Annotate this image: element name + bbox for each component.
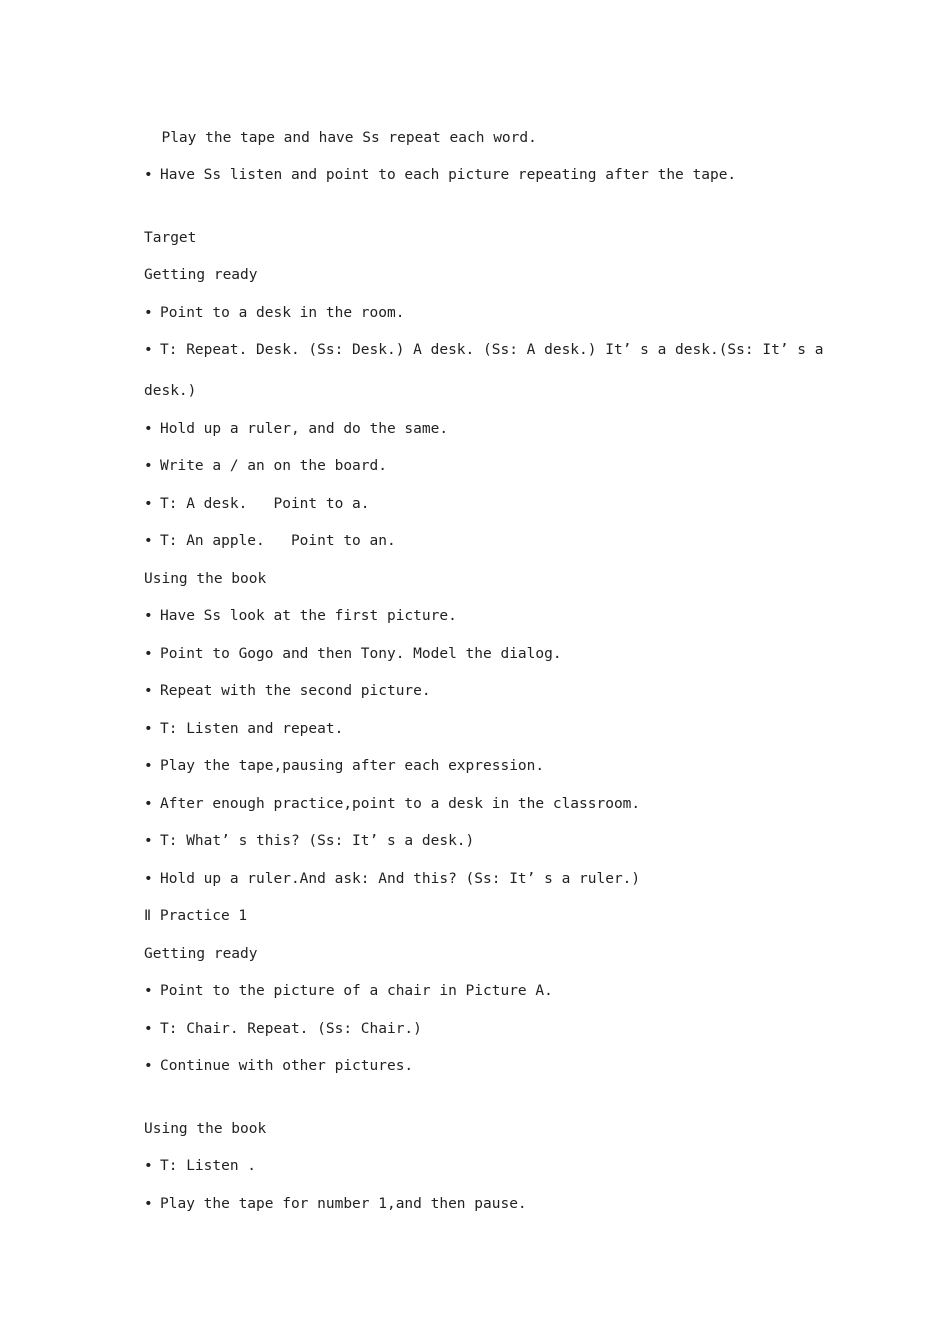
bullet-dot: • [144, 533, 153, 549]
line-text: Point to a desk in the room. [160, 305, 405, 321]
line-text: Repeat with the second picture. [160, 683, 431, 699]
bullet-line [144, 495, 370, 513]
bullet-dot: • [144, 758, 153, 774]
bullet-line [144, 1057, 413, 1075]
bullet-line [144, 1020, 422, 1038]
line-text: Play the tape,pausing after each expression. [160, 758, 545, 774]
bullet-dot: • [144, 683, 153, 699]
bullet-dot: • [144, 421, 153, 437]
bullet-line [144, 1195, 527, 1213]
line-text: Getting ready [144, 267, 258, 283]
text-line [144, 382, 196, 400]
line-text: Getting ready [144, 946, 258, 962]
bullet-dot: • [144, 342, 153, 358]
subsection-heading [144, 1120, 266, 1138]
line-text: Using the book [144, 1121, 267, 1137]
line-text: Point to Gogo and then Tony. Model the dialog. [160, 646, 562, 662]
bullet-line [144, 982, 553, 1000]
subsection-heading [144, 266, 258, 284]
bullet-dot: • [144, 833, 153, 849]
line-text: Point to the picture of a chair in Picture A. [160, 983, 553, 999]
line-text: Hold up a ruler.And ask: And this? (Ss: It’ s a ruler.) [160, 871, 641, 887]
bullet-dot: • [144, 305, 153, 321]
bullet-line [144, 832, 474, 850]
bullet-line [144, 720, 343, 738]
line-text: T: Listen and repeat. [160, 721, 344, 737]
bullet-dot: • [144, 871, 153, 887]
bullet-dot: • [144, 1196, 153, 1212]
section-heading [144, 907, 247, 925]
bullet-line [144, 757, 544, 775]
line-text: Have Ss listen and point to each picture repeating after the tape. [160, 167, 737, 183]
line-text: Play the tape for number 1,and then pause. [160, 1196, 527, 1212]
line-text: Continue with other pictures. [160, 1058, 414, 1074]
bullet-dot: • [144, 1158, 153, 1174]
line-text: desk.) [144, 383, 197, 399]
bullet-line [144, 532, 396, 550]
line-text: Play the tape and have Ss repeat each word. [144, 130, 537, 146]
bullet-dot: • [144, 1021, 153, 1037]
line-text: Have Ss look at the first picture. [160, 608, 457, 624]
bullet-dot: • [144, 496, 153, 512]
text-line [144, 129, 537, 147]
bullet-line [144, 457, 387, 475]
bullet-line [144, 166, 736, 184]
section-heading [144, 229, 196, 247]
bullet-line [144, 795, 640, 813]
bullet-dot: • [144, 608, 153, 624]
line-text: T: What’ s this? (Ss: It’ s a desk.) [160, 833, 475, 849]
line-text: T: Listen . [160, 1158, 257, 1174]
line-text: Using the book [144, 571, 267, 587]
bullet-dot: • [144, 458, 153, 474]
bullet-line [144, 682, 431, 700]
line-text: T: Repeat. Desk. (Ss: Desk.) A desk. (Ss: A desk.) It’ s a desk.(Ss: It’ s a [160, 342, 824, 358]
bullet-line [144, 341, 823, 359]
bullet-dot: • [144, 796, 153, 812]
subsection-heading [144, 945, 258, 963]
line-text: T: An apple. Point to an. [160, 533, 396, 549]
line-text: T: Chair. Repeat. (Ss: Chair.) [160, 1021, 422, 1037]
line-text: Hold up a ruler, and do the same. [160, 421, 449, 437]
bullet-dot: • [144, 721, 153, 737]
bullet-dot: • [144, 983, 153, 999]
bullet-dot: • [144, 646, 153, 662]
bullet-line [144, 607, 457, 625]
bullet-line [144, 1157, 256, 1175]
line-text: Target [144, 230, 197, 246]
line-text: Ⅱ Practice 1 [144, 908, 248, 924]
line-text: Write a / an on the board. [160, 458, 387, 474]
bullet-line [144, 420, 448, 438]
bullet-dot: • [144, 167, 153, 183]
subsection-heading [144, 570, 266, 588]
bullet-dot: • [144, 1058, 153, 1074]
bullet-line [144, 870, 640, 888]
line-text: T: A desk. Point to a. [160, 496, 370, 512]
bullet-line [144, 304, 404, 322]
bullet-line [144, 645, 562, 663]
line-text: After enough practice,point to a desk in the classroom. [160, 796, 641, 812]
